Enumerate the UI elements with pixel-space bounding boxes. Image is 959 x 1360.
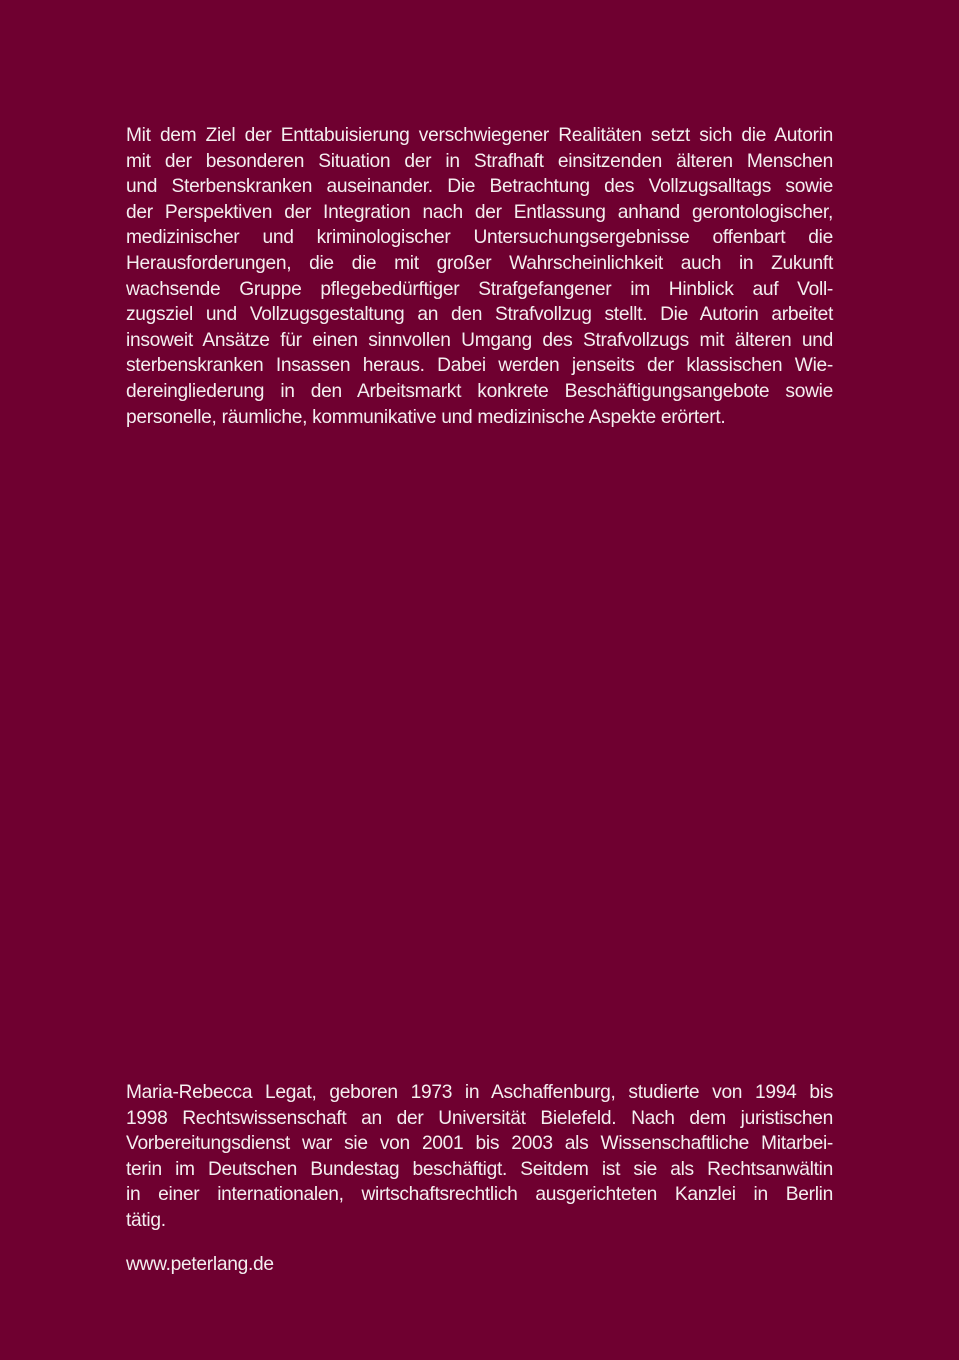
blurb-line: mit der besonderen Situation der in Strafhaft einsitzenden älteren Menschen — [126, 150, 833, 172]
blurb-line: personelle, räumliche, kommunikative und medizinische Aspekte erörtert. — [126, 406, 726, 428]
bio-line: Maria-Rebecca Legat, geboren 1973 in Aschaffenburg, studierte von 1994 bis — [126, 1082, 833, 1103]
blurb-line: zugsziel und Vollzugsgestaltung an den Strafvollzug stellt. Die Autorin arbeitet — [126, 304, 833, 326]
author-biography — [126, 1080, 833, 1234]
blurb-line: Mit dem Ziel der Enttabuisierung verschwiegener Realitäten setzt sich die Autorin — [126, 125, 833, 146]
bio-line: Vorbereitungsdienst war sie von 2001 bis 2003 als Wissenschaftliche Mitarbei- — [126, 1133, 833, 1155]
blurb-line: wachsende Gruppe pflegebedürftiger Strafgefangener im Hinblick auf Voll- — [126, 278, 833, 300]
bio-line: 1998 Rechtswissenschaft an der Universität Bielefeld. Nach dem juristischen — [126, 1107, 833, 1129]
blurb-line: dereingliederung in den Arbeitsmarkt konkrete Beschäftigungsangebote sowie — [126, 380, 833, 402]
blurb-line: und Sterbenskranken auseinander. Die Betrachtung des Vollzugsalltags sowie — [126, 176, 833, 198]
blurb-line: insoweit Ansätze für einen sinnvollen Umgang des Strafvollzugs mit älteren und — [126, 329, 833, 351]
blurb-line: der Perspektiven der Integration nach der Entlassung anhand gerontologischer, — [126, 201, 833, 223]
blurb-line: sterbenskranken Insassen heraus. Dabei werden jenseits der klassischen Wie- — [126, 355, 833, 377]
blurb-line: Herausforderungen, die die mit großer Wahrscheinlichkeit auch in Zukunft — [126, 252, 833, 274]
publisher-url[interactable]: www.peterlang.de — [126, 1254, 274, 1275]
bio-line: terin im Deutschen Bundestag beschäftigt. Seitdem ist sie als Rechtsanwältin — [126, 1158, 833, 1180]
blurb-line: medizinischer und kriminologischer Untersuchungsergebnisse offenbart die — [126, 227, 833, 249]
book-blurb — [126, 123, 833, 430]
bio-line: in einer internationalen, wirtschaftsrechtlich ausgerichteten Kanzlei in Berlin — [126, 1184, 833, 1206]
bio-line: tätig. — [126, 1209, 166, 1231]
